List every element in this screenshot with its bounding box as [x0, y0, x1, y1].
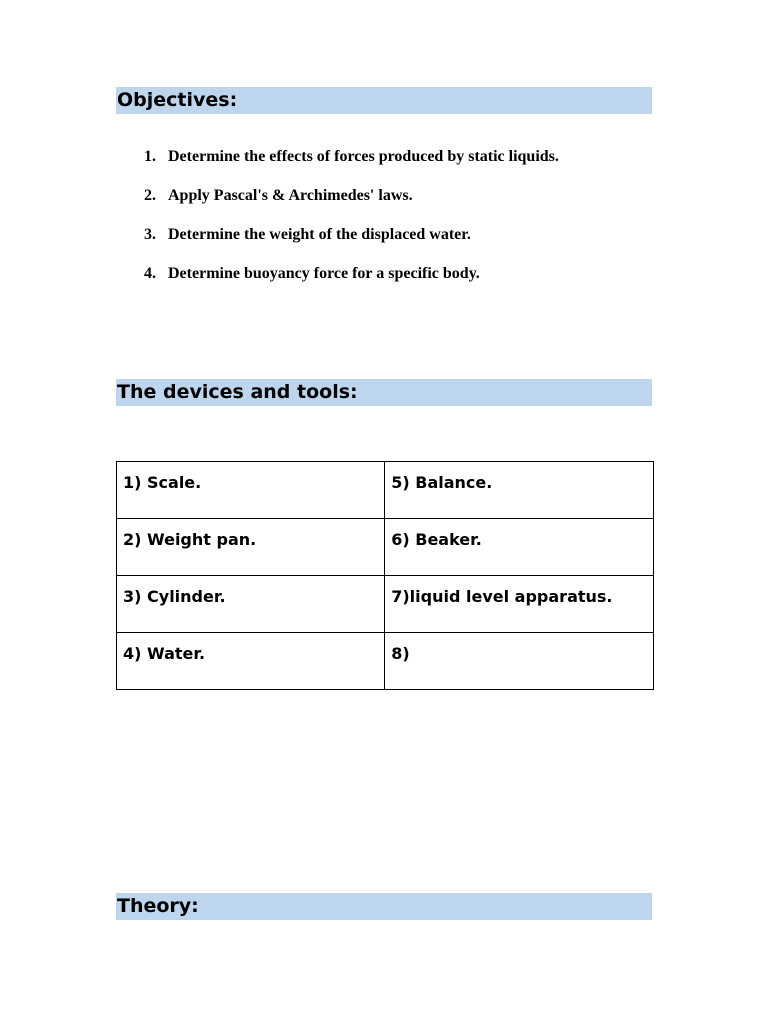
device-cell: 8)	[385, 633, 654, 690]
objective-text: Determine the weight of the displaced water.	[168, 226, 471, 243]
objectives-list	[144, 146, 559, 302]
objective-item	[144, 224, 559, 263]
device-cell: 1) Scale.	[117, 462, 385, 519]
objective-item	[144, 263, 559, 302]
objective-number: 1.	[144, 148, 156, 165]
device-cell: 7)liquid level apparatus.	[385, 576, 654, 633]
device-cell: 4) Water.	[117, 633, 385, 690]
device-cell: 2) Weight pan.	[117, 519, 385, 576]
objectives-heading: Objectives:	[116, 87, 652, 114]
devices-heading: The devices and tools:	[116, 379, 652, 406]
objective-text: Determine buoyancy force for a specific body.	[168, 265, 480, 282]
device-cell: 5) Balance.	[385, 462, 654, 519]
device-cell: 3) Cylinder.	[117, 576, 385, 633]
table-row	[117, 633, 654, 690]
table-row	[117, 576, 654, 633]
objective-item	[144, 185, 559, 224]
table-row	[117, 462, 654, 519]
objective-item	[144, 146, 559, 185]
objective-number: 4.	[144, 265, 156, 282]
objective-text: Determine the effects of forces produced by static liquids.	[168, 148, 559, 165]
objective-text: Apply Pascal's & Archimedes' laws.	[168, 187, 413, 204]
objective-number: 3.	[144, 226, 156, 243]
objective-number: 2.	[144, 187, 156, 204]
device-cell: 6) Beaker.	[385, 519, 654, 576]
devices-table	[116, 461, 654, 690]
theory-heading: Theory:	[116, 893, 652, 920]
table-row	[117, 519, 654, 576]
